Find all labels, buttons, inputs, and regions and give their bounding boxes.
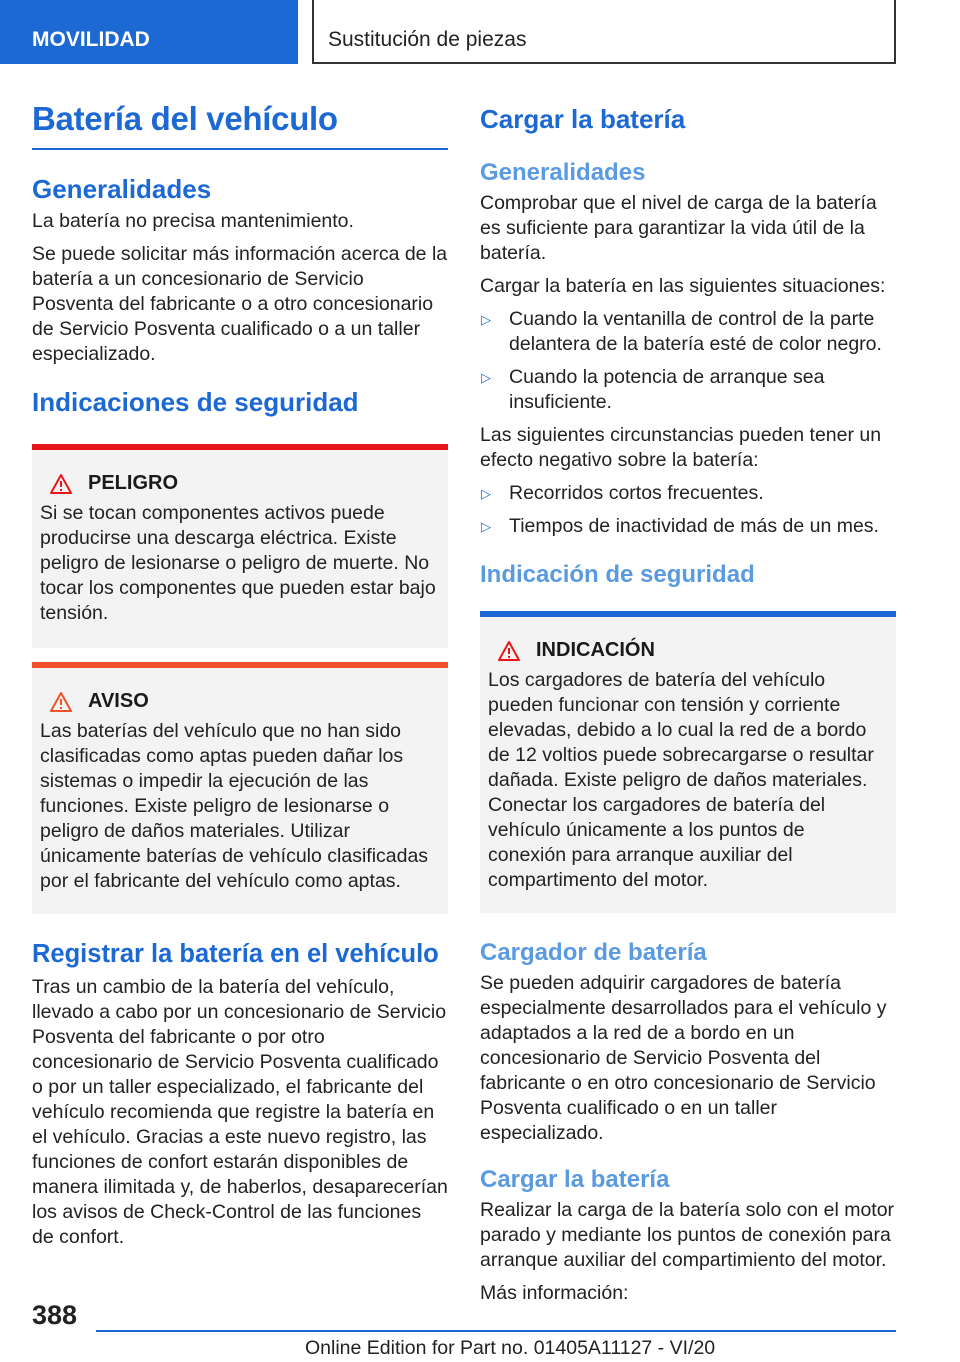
paragraph: Las siguientes circunstancias pueden tener un efecto negativo sobre la batería:	[480, 424, 882, 471]
danger-text: Si se tocan componentes activos puede producirse una descarga eléctrica. Existe peligro de lesionarse o peligro de muerte. No tocar los componentes que pueden estar bajo tensión.	[40, 502, 436, 624]
right-column	[480, 100, 896, 1306]
footer-rule	[96, 1330, 896, 1332]
info-title	[488, 639, 884, 662]
list-item: ▷ Tiempos de inactividad de más de un mes.	[481, 515, 879, 537]
list-item: ▷ Recorridos cortos frecuentes.	[481, 482, 764, 504]
notice-title	[40, 690, 436, 713]
heading-charge-2: Cargar la batería	[480, 1166, 670, 1193]
triangle-bullet-icon: ▷	[481, 486, 491, 501]
chapter-label: Sustitución de piezas	[328, 28, 527, 51]
warning-icon	[50, 692, 72, 712]
notice-callout	[32, 662, 448, 914]
paragraph: Más información:	[480, 1282, 629, 1304]
paragraph: Comprobar que el nivel de carga de la batería es suficiente para garantizar la vida útil de la batería.	[480, 192, 877, 264]
triangle-bullet-icon: ▷	[481, 312, 491, 327]
notice-label: AVISO	[88, 690, 149, 712]
left-column	[32, 100, 448, 1250]
danger-label: PELIGRO	[88, 472, 179, 494]
heading-generalidades: Generalidades	[32, 174, 212, 204]
info-label: INDICACIÓN	[536, 639, 655, 661]
chapter-header	[312, 0, 896, 64]
notice-text: Las baterías del vehículo que no han sido clasificadas como aptas pueden dañar los sistemas o impedir la ejecución de las funciones. Existe peligro de lesionarse o peligro de daños materiales. Utilizar únicamente baterías de vehículo clasificadas por el fabricante del vehículo como aptas.	[40, 720, 429, 892]
bullet-list	[480, 307, 896, 415]
triangle-bullet-icon: ▷	[481, 519, 491, 534]
danger-callout	[32, 444, 448, 648]
page-number: 388	[32, 1300, 78, 1330]
warning-icon	[50, 474, 72, 494]
heading-generalidades: Generalidades	[480, 159, 646, 186]
section-label: MOVILIDAD	[32, 28, 150, 51]
heading-safety: Indicación de seguridad	[480, 561, 755, 588]
paragraph: Se pueden adquirir cargadores de batería especialmente desarrollados para el vehículo y adaptados a la red de a bordo en un concesionario de Servicio Posventa del fabricante o en otro concesionario de Servicio Posventa cualificado o en un taller especializado.	[480, 972, 887, 1144]
danger-title	[40, 472, 436, 495]
info-callout	[480, 611, 896, 913]
list-item: ▷ Cuando la potencia de arranque sea insuficiente.	[481, 366, 825, 413]
info-text: Los cargadores de batería del vehículo pueden funcionar con tensión y corriente elevadas, debido a lo cual la red de a bordo de 12 voltios puede sobrecargarse o resultar dañada. Existe peligro de daños materiales. Conectar los cargadores de batería del vehículo únicamente a los puntos de conexión para arranque auxiliar del compartimento del motor.	[488, 669, 874, 891]
paragraph: Se puede solicitar más información acerca de la batería a un concesionario de Servicio Posventa del fabricante o a otro concesionario de Servicio Posventa cualificado o a un taller especializado.	[32, 243, 448, 365]
edition-info: Online Edition for Part no. 01405A11127 - VI/20	[305, 1337, 716, 1359]
paragraph: La batería no precisa mantenimiento.	[32, 210, 354, 232]
warning-icon	[498, 641, 520, 661]
triangle-bullet-icon: ▷	[481, 370, 491, 385]
paragraph: Realizar la carga de la batería solo con el motor parado y mediante los puntos de conexión para arranque auxiliar del compartimiento del motor.	[480, 1199, 895, 1271]
section-tab	[0, 0, 298, 64]
heading-charge: Cargar la batería	[480, 104, 686, 134]
heading-safety: Indicaciones de seguridad	[32, 387, 359, 417]
paragraph: Tras un cambio de la batería del vehículo, llevado a cabo por un concesionario de Servicio Posventa del fabricante o por otro concesionario de Servicio Posventa cualificado o por un taller especializado, el fabricante del vehículo recomienda que registre la batería en el vehículo. Gracias a este nuevo registro, las funciones de confort estarán disponibles de manera ilimitada y, de haberlos, desaparecerían los avisos de Check-Control de las funciones de confort.	[32, 976, 448, 1248]
heading-register: Registrar la batería en el vehículo	[32, 940, 439, 968]
page-title: Batería del vehículo	[32, 100, 448, 150]
paragraph: Cargar la batería en las siguientes situaciones:	[480, 275, 886, 297]
heading-charger: Cargador de batería	[480, 939, 707, 966]
list-item: ▷ Cuando la ventanilla de control de la parte delantera de la batería esté de color negro.	[481, 308, 882, 355]
bullet-list	[480, 481, 896, 539]
